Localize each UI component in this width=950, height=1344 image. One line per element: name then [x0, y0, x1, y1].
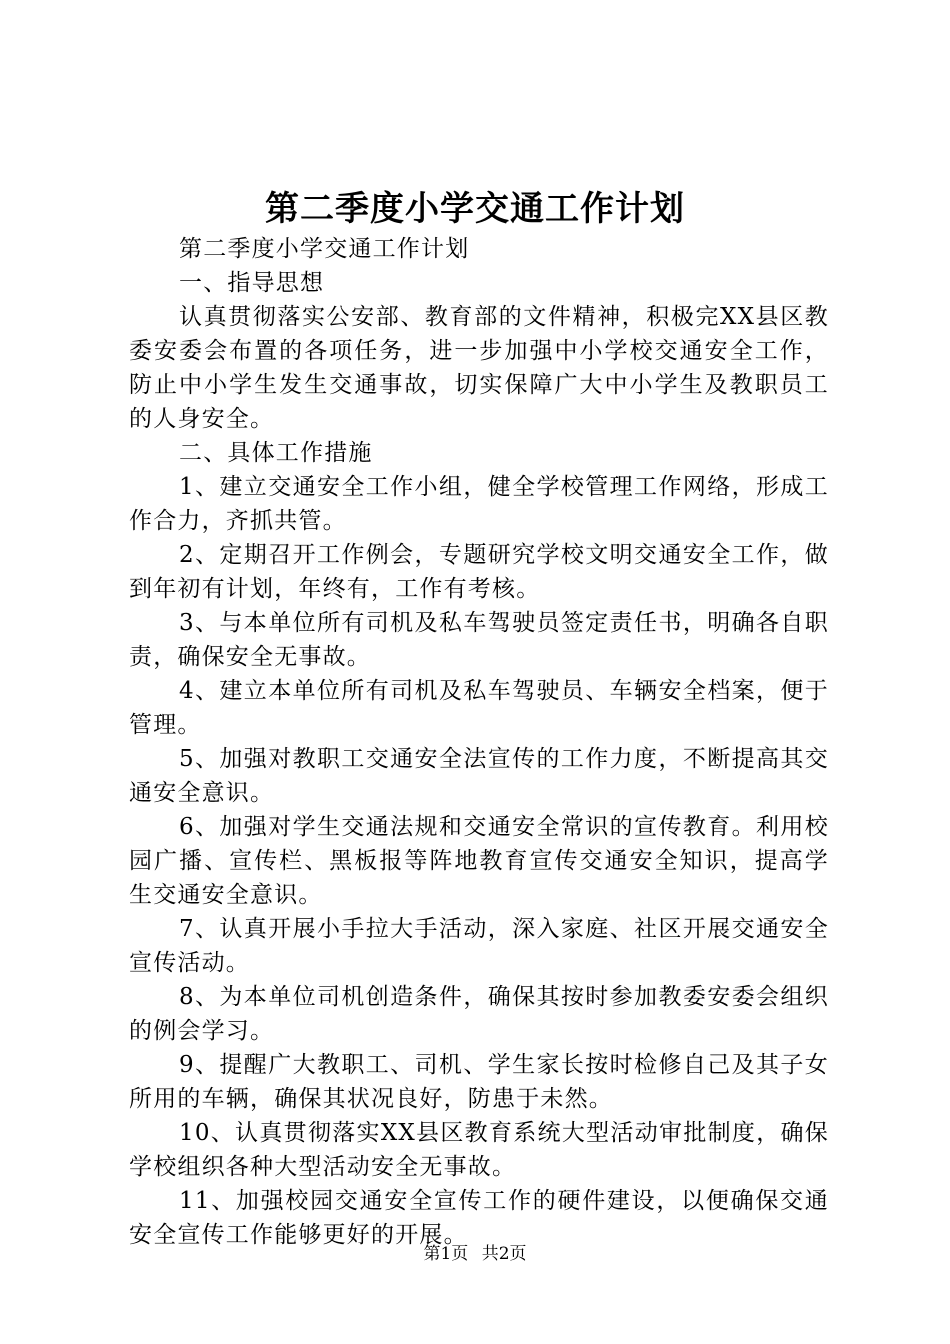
paragraph: 第二季度小学交通工作计划: [179, 236, 470, 262]
list-item: 6、加强对学生交通法规和交通安全常识的宣传教育。利用校园广播、宣传栏、黑板报等阵地教育宣传交通安全知识，提高学生交通安全意识。: [129, 814, 829, 908]
section-heading: 一、指导思想: [179, 270, 325, 296]
page-total: 共2页: [481, 1244, 527, 1264]
list-item: 5、加强对教职工交通安全法宣传的工作力度，不断提高其交通安全意识。: [129, 746, 829, 806]
list-item: 7、认真开展小手拉大手活动，深入家庭、社区开展交通安全宣传活动。: [129, 916, 829, 976]
document-title: 第二季度小学交通工作计划: [265, 189, 685, 229]
page-footer: [0, 1242, 950, 1266]
paragraph: 认真贯彻落实公安部、教育部的文件精神，积极完XX县区教委安委会布置的各项任务，进一步加强中小学校交通安全工作，防止中小学生发生交通事故，切实保障广大中小学生及教职员工的人身安全。: [129, 304, 829, 432]
list-item: 4、建立本单位所有司机及私车驾驶员、车辆安全档案，便于管理。: [129, 678, 829, 738]
list-item: 9、提醒广大教职工、司机、学生家长按时检修自己及其子女所用的车辆，确保其状况良好，防患于未然。: [129, 1052, 829, 1112]
list-item: 11、加强校园交通安全宣传工作的硬件建设，以便确保交通安全宣传工作能够更好的开展。: [129, 1188, 829, 1248]
page-number: 第1页: [423, 1244, 469, 1264]
list-item: 3、与本单位所有司机及私车驾驶员签定责任书，明确各自职责，确保安全无事故。: [129, 610, 829, 670]
list-item: 2、定期召开工作例会，专题研究学校文明交通安全工作，做到年初有计划，年终有，工作有考核。: [129, 542, 829, 602]
list-item: 8、为本单位司机创造条件，确保其按时参加教委安委会组织的例会学习。: [129, 984, 829, 1044]
list-item: 10、认真贯彻落实XX县区教育系统大型活动审批制度，确保学校组织各种大型活动安全无事故。: [129, 1120, 829, 1180]
document-body: [129, 232, 829, 1252]
section-heading: 二、具体工作措施: [179, 440, 373, 466]
list-item: 1、建立交通安全工作小组，健全学校管理工作网络，形成工作合力，齐抓共管。: [129, 474, 829, 534]
